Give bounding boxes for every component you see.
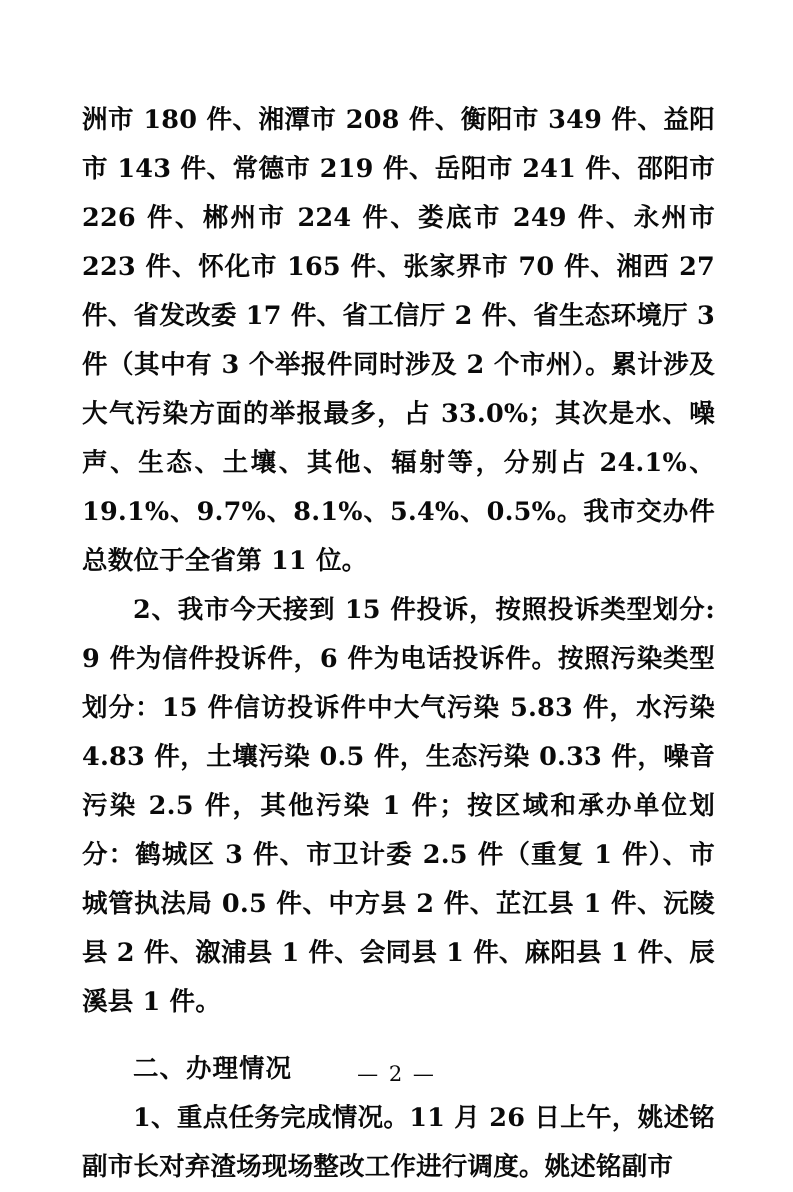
paragraph-spacer xyxy=(82,1027,715,1045)
paragraph-item-2: 2、我市今天接到 15 件投诉，按照投诉类型划分: 9 件为信件投诉件，6 件为电话投诉件。按照污染类型划分：15 件信访投诉件中大气污染 5.83 件，水污染 4.83 件，土壤污染 0.5 件，生态污染 0.33 件，噪音污染 2.5 件，其他污染 1 件；按区域和承办单位划分：鹤城区 3 件、市卫计委 2.5 件（重复 1 件）、市城管执法局 0.5 件、中方县 2 件、芷江县 1 件、沅陵县 2 件、溆浦县 1 件、会同县 1 件、麻阳县 1 件、辰溪县 1 件。 xyxy=(82,595,715,1017)
paragraph-item-1-handling: 1、重点任务完成情况。11 月 26 日上午，姚述铭副市长对弃渣场现场整改工作进行调度。姚述铭副市 xyxy=(82,1103,715,1182)
document-body xyxy=(82,96,715,1192)
paragraph-continued: 洲市 180 件、湘潭市 208 件、衡阳市 349 件、益阳市 143 件、常德市 219 件、岳阳市 241 件、邵阳市 226 件、郴州市 224 件、娄底市 249 件、永州市 223 件、怀化市 165 件、张家界市 70 件、湘西 27 件、省发改委 17 件、省工信厅 2 件、省生态环境厅 3 件（其中有 3 个举报件同时涉及 2 个市州）。累计涉及大气污染方面的举报最多，占 33.0%；其次是水、噪声、生态、土壤、其他、辐射等，分别占 24.1%、19.1%、9.7%、8.1%、5.4%、0.5%。我市交办件总数位于全省第 11 位。 xyxy=(82,105,715,576)
section-heading-handling: 二、办理情况 xyxy=(133,1054,293,1084)
page-number-footer: — 2 — xyxy=(357,1062,436,1086)
